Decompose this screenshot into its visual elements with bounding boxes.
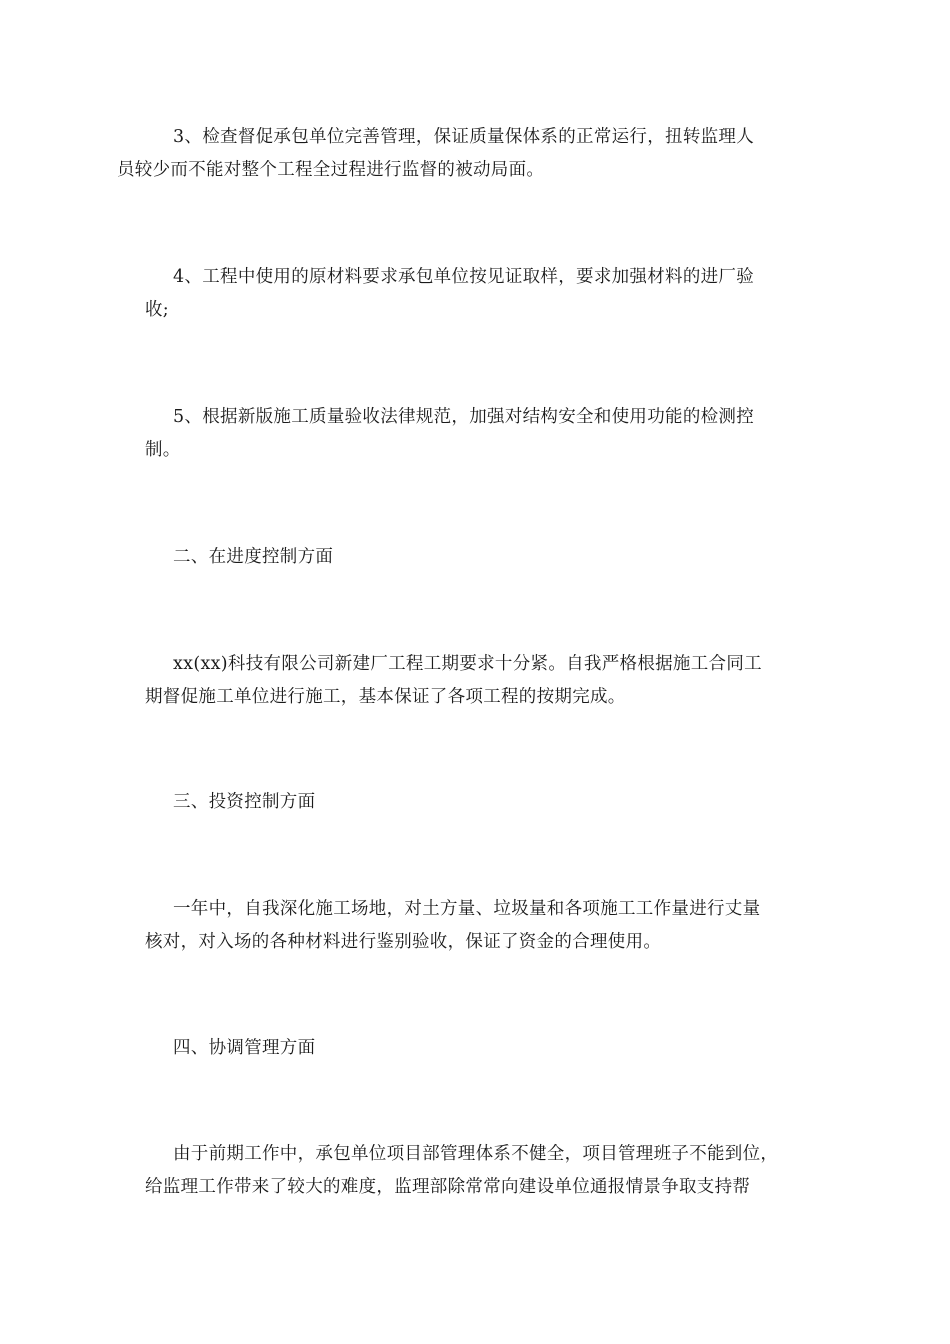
paragraph-coordination bbox=[145, 1138, 805, 1204]
section-heading-coordination bbox=[145, 1032, 805, 1065]
section-heading-investment bbox=[145, 786, 805, 819]
text-line: 期督促施工单位进行施工，基本保证了各项工程的按期完成。 bbox=[145, 687, 626, 707]
paragraph-item-3 bbox=[117, 121, 805, 187]
heading-text: 四、协调管理方面 bbox=[173, 1038, 316, 1058]
paragraph-item-4 bbox=[145, 261, 805, 327]
text-line: 3、检查督促承包单位完善管理，保证质量保体系的正常运行，扭转监理人 bbox=[173, 127, 755, 147]
text-line: 一年中，自我深化施工场地，对土方量、垃圾量和各项施工工作量进行丈量 bbox=[173, 899, 761, 919]
text-line: 4、工程中使用的原材料要求承包单位按见证取样，要求加强材料的进厂验 bbox=[173, 267, 755, 287]
text-line: 核对，对入场的各种材料进行鉴别验收，保证了资金的合理使用。 bbox=[145, 932, 662, 952]
text-line: 收; bbox=[145, 300, 169, 320]
text-line: 5、根据新版施工质量验收法律规范，加强对结构安全和使用功能的检测控 bbox=[173, 407, 755, 427]
heading-text: 三、投资控制方面 bbox=[173, 792, 316, 812]
text-line: 由于前期工作中，承包单位项目部管理体系不健全，项目管理班子不能到位， bbox=[173, 1144, 779, 1164]
paragraph-schedule bbox=[145, 648, 805, 714]
heading-text: 二、在进度控制方面 bbox=[173, 547, 334, 567]
paragraph-item-5 bbox=[145, 401, 805, 467]
text-line: 员较少而不能对整个工程全过程进行监督的被动局面。 bbox=[117, 160, 545, 180]
section-heading-schedule bbox=[145, 541, 805, 574]
paragraph-investment bbox=[145, 893, 805, 959]
text-line: 制。 bbox=[145, 440, 181, 460]
text-line: 给监理工作带来了较大的难度，监理部除常常向建设单位通报情景争取支持帮 bbox=[145, 1177, 751, 1197]
text-line: xx(xx)科技有限公司新建厂工程工期要求十分紧。自我严格根据施工合同工 bbox=[173, 654, 762, 674]
